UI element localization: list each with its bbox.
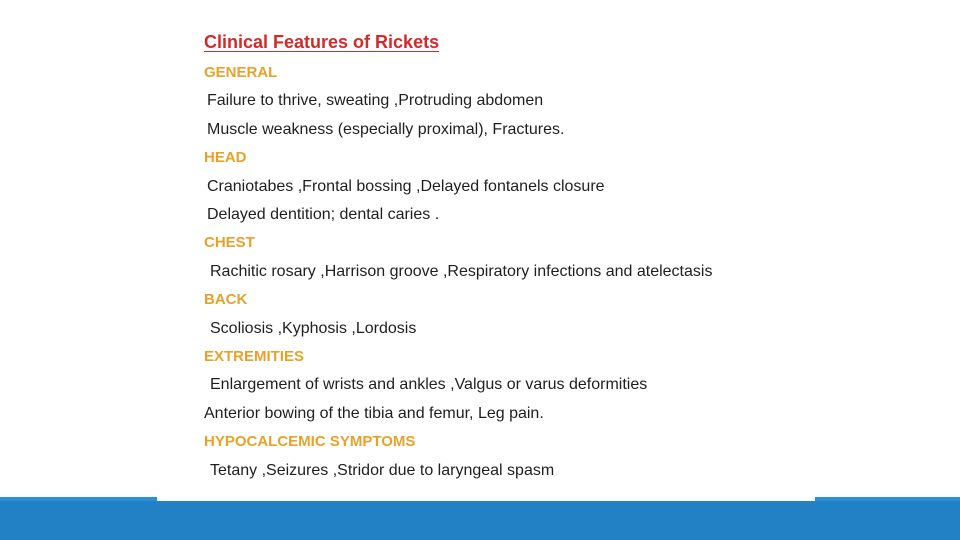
hypocalcemic-item-1: Tetany ,Seizures ,Stridor due to laryngeal spasm [210, 462, 555, 479]
section-heading-general: GENERAL [204, 64, 278, 81]
slide-content [157, 0, 815, 498]
general-item-2: Muscle weakness (especially proximal), Fractures. [207, 121, 565, 138]
chest-item-1: Rachitic rosary ,Harrison groove ,Respiratory infections and atelectasis [210, 263, 713, 280]
section-heading-hypocalcemic: HYPOCALCEMIC SYMPTOMS [204, 433, 416, 450]
general-item-1: Failure to thrive, sweating ,Protruding abdomen [207, 92, 544, 109]
section-heading-back: BACK [204, 291, 248, 308]
section-heading-extremities: EXTREMITIES [204, 348, 305, 365]
slide-title: Clinical Features of Rickets [204, 32, 440, 52]
extremities-item-2: Anterior bowing of the tibia and femur, Leg pain. [204, 405, 544, 422]
section-heading-chest: CHEST [204, 234, 255, 251]
head-item-1: Craniotabes ,Frontal bossing ,Delayed fontanels closure [207, 178, 605, 195]
extremities-item-1: Enlargement of wrists and ankles ,Valgus or varus deformities [210, 376, 648, 393]
head-item-2: Delayed dentition; dental caries . [207, 206, 440, 223]
footer-band [0, 501, 960, 540]
back-item-1: Scoliosis ,Kyphosis ,Lordosis [210, 320, 417, 337]
section-heading-head: HEAD [204, 149, 247, 166]
